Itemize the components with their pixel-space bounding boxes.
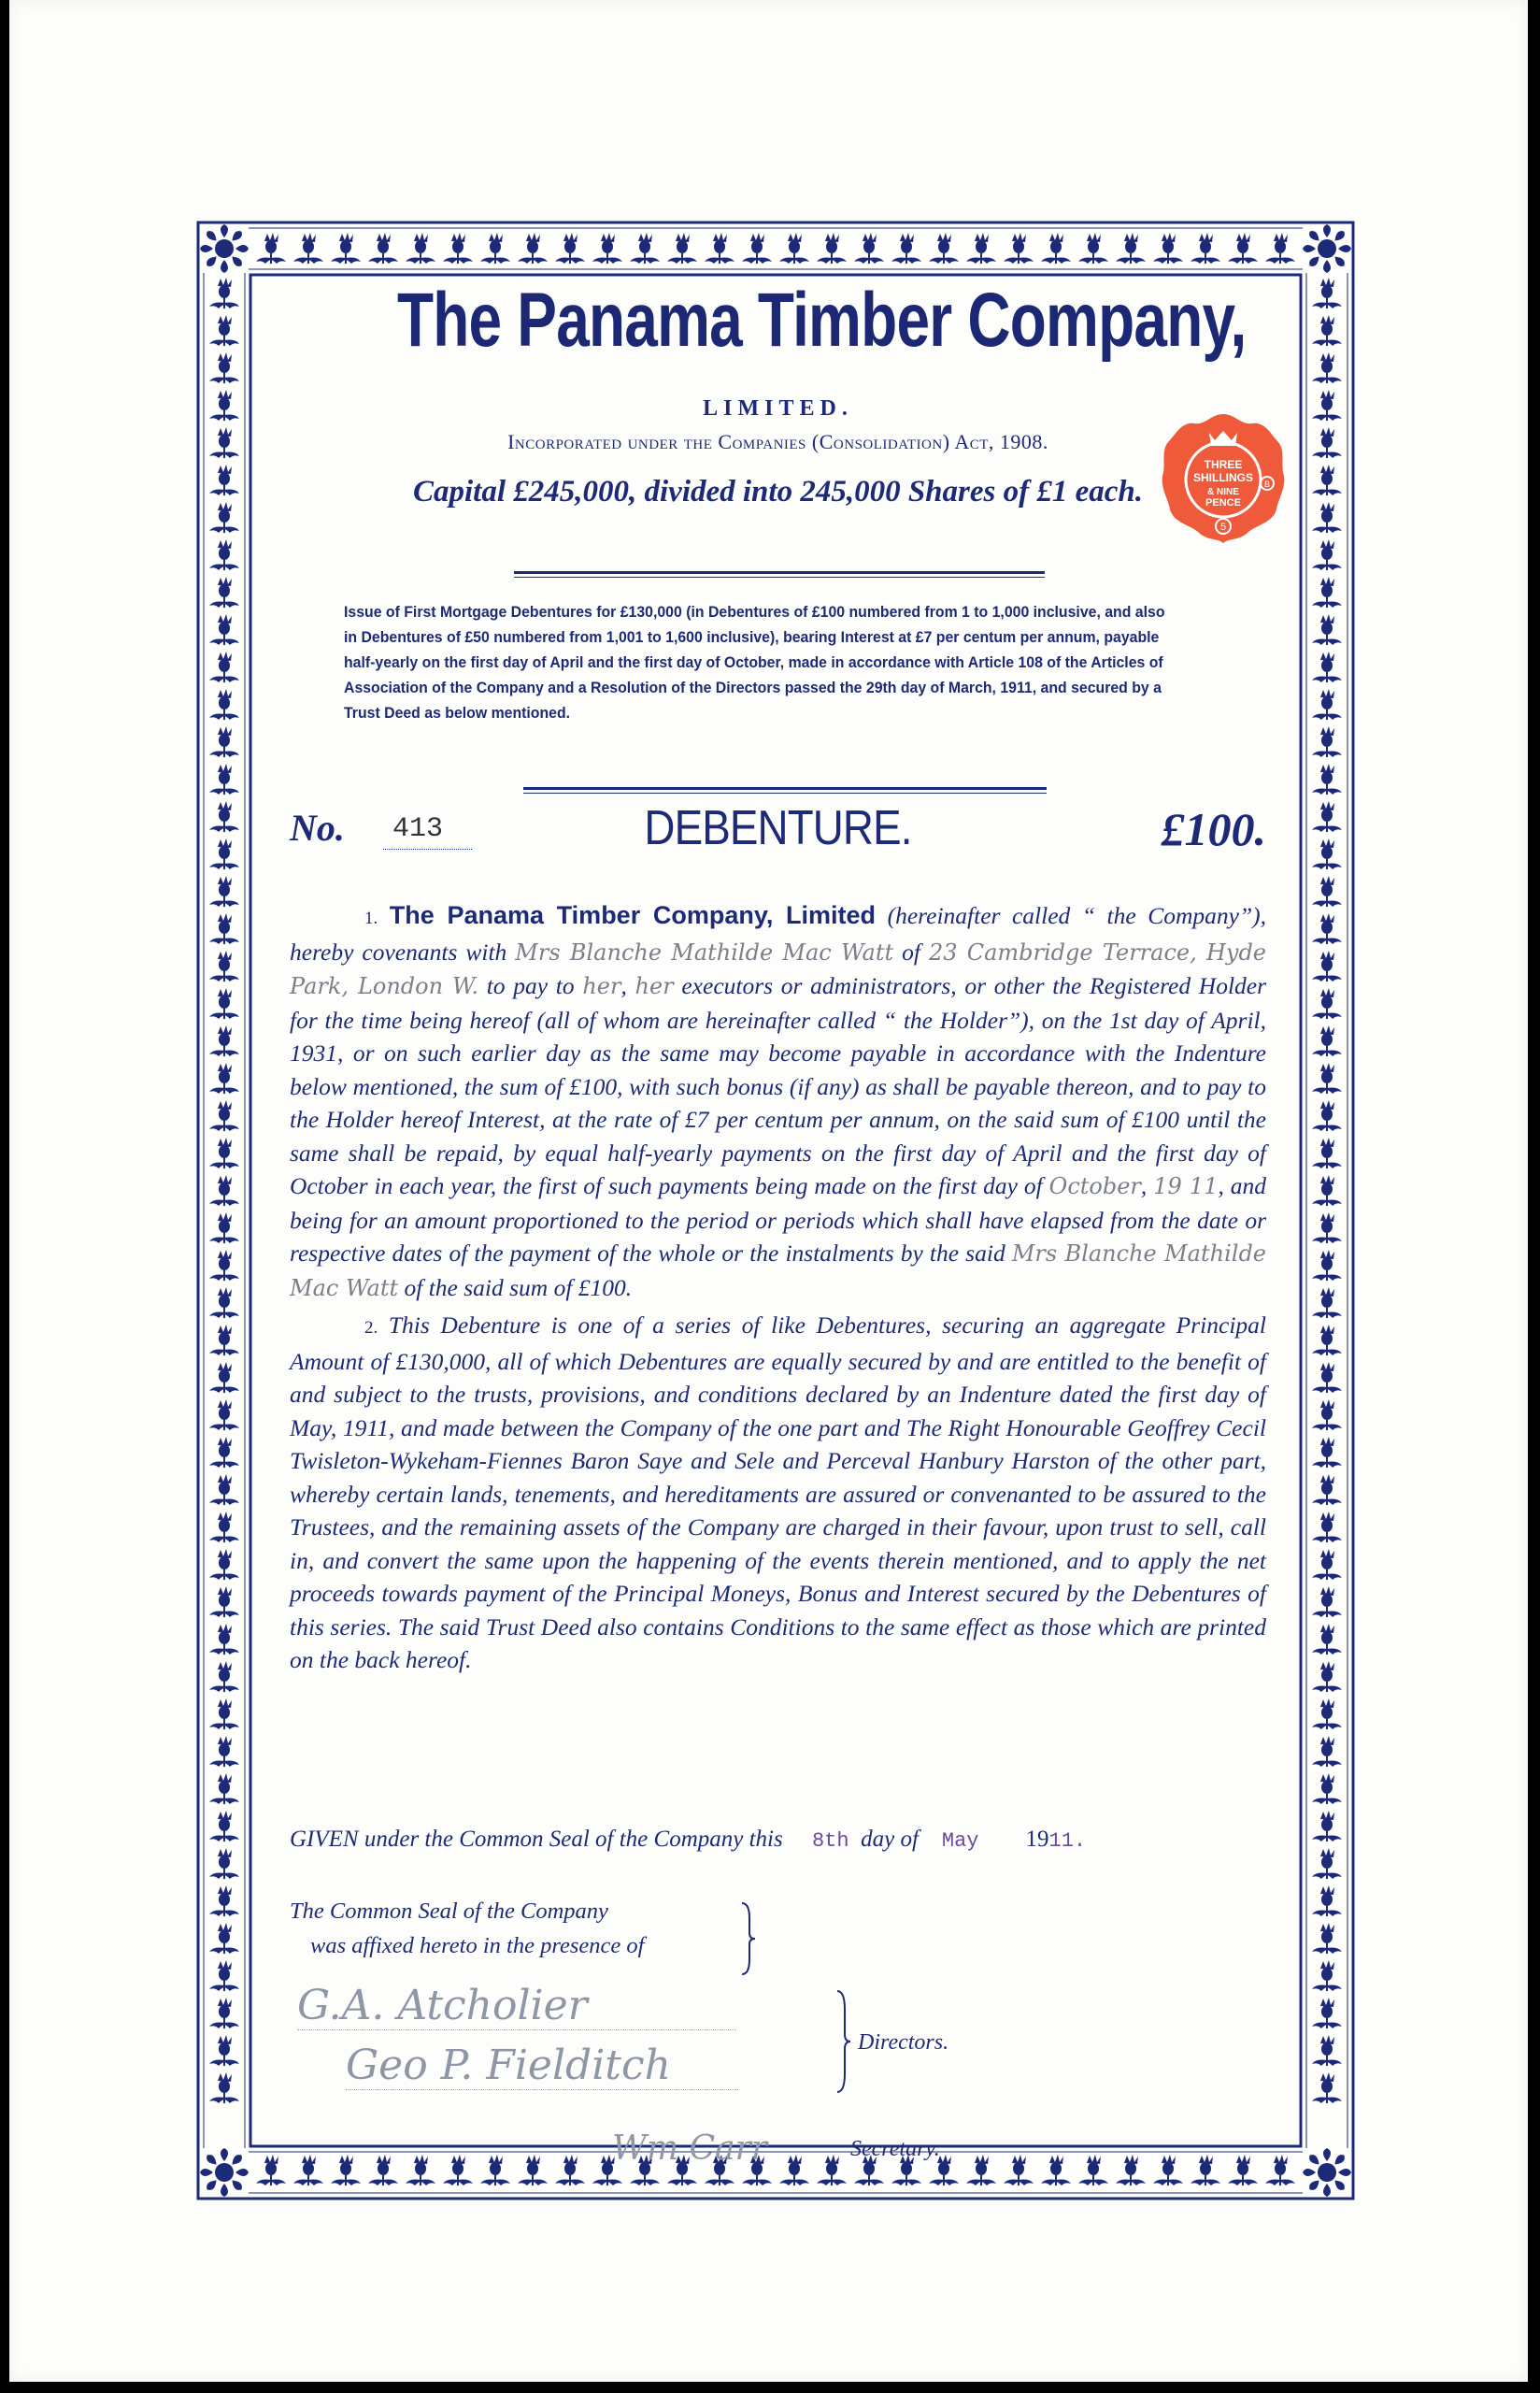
seal-statement bbox=[290, 1894, 757, 1963]
stamp-numeral: 5 bbox=[1219, 522, 1227, 533]
given-day: 8th bbox=[811, 1829, 849, 1853]
pronoun-2: her bbox=[635, 973, 674, 999]
debenture-header bbox=[290, 800, 1266, 866]
director-1-signature: G.A. Atcholier bbox=[297, 1982, 736, 2030]
clause-1-company: The Panama Timber Company, Limited bbox=[389, 901, 877, 929]
document-title: DEBENTURE. bbox=[644, 801, 912, 855]
clause-1-text-f: of the said sum of £100. bbox=[404, 1273, 633, 1301]
certificate-frame bbox=[196, 221, 1355, 2200]
holder-name-2: Mrs Blanche Mathilde Mac Watt bbox=[290, 1240, 1267, 1301]
given-year-prefix: 19 bbox=[1025, 1827, 1049, 1852]
clause-1-text-b: of bbox=[902, 938, 920, 966]
seal-line-2: was affixed hereto in the presence of bbox=[310, 1933, 645, 1958]
clause-1-text-e: and being for an amount proportioned to the period or periods which shall have elapsed from the date or respective dates of the payment of the whole or the instalments by the said bbox=[290, 1172, 1267, 1267]
clause-1-text-d: executors or administrators, or other the Registered Holder for the time being hereof (all of whom are hereinafter called “ the Holder”), on the 1st day of April, 1931, or on such earlier day as the same may become payable in accordance with the Indenture below mentioned, the sum of £100, with such bonus (if any) as shall be payable thereon, and to pay to the Holder hereof Interest, at the rate of £7 per centum per annum, on the said sum of £100 until the same shall be repaid, by equal half-yearly payments on the first day of April and the first day of October in each year, the first of such payments being made on the first day of bbox=[290, 972, 1267, 1199]
top-divider bbox=[514, 571, 1045, 574]
first-payment-year: 19 11 bbox=[1153, 1173, 1219, 1199]
stamp-text-line-1: THREE bbox=[1204, 458, 1243, 471]
debenture-amount: £100. bbox=[1161, 803, 1266, 855]
secretary-label: Secretary. bbox=[850, 2137, 940, 2161]
debenture-number: 413 bbox=[392, 813, 444, 845]
bottom-divider bbox=[523, 787, 1047, 790]
stamp-text-line-2: SHILLINGS bbox=[1192, 471, 1254, 484]
capital-line: Capital £245,000, divided into 245,000 Shares of £1 each. bbox=[412, 475, 1143, 509]
paper-sheet bbox=[9, 0, 1528, 2382]
holder-name: Mrs Blanche Mathilde Mac Watt bbox=[515, 939, 894, 966]
clause-2 bbox=[290, 1309, 1266, 1677]
secretary-signature: Wm Carr bbox=[612, 2129, 768, 2168]
given-month: May bbox=[941, 1829, 979, 1853]
directors-label: Directors. bbox=[858, 2030, 949, 2055]
holder-address: 23 Cambridge Terrace, Hyde Park, London W. bbox=[290, 939, 1267, 999]
given-text-a: GIVEN under the Common Seal of the Company this bbox=[290, 1827, 783, 1852]
number-label: No. bbox=[290, 807, 345, 849]
pronoun-1: her bbox=[582, 973, 621, 999]
seal-brace bbox=[738, 1901, 757, 1976]
given-line bbox=[290, 1827, 1266, 1853]
directors-brace bbox=[834, 1989, 852, 2094]
director-2-signature: Geo P. Fielditch bbox=[346, 2042, 738, 2090]
clause-2-number: 2. bbox=[364, 1318, 378, 1338]
first-payment-month: October bbox=[1048, 1173, 1141, 1199]
clause-1-text-c: to pay to bbox=[486, 972, 575, 999]
incorporation-line: Incorporated under the Companies (Consolidation) Act, 1908. bbox=[507, 430, 1048, 453]
stamp-text-line-3: & NINE bbox=[1207, 487, 1239, 497]
clause-2-text: This Debenture is one of a series of like Debentures, securing an aggregate Principal Amount of £130,000, all of which Debentures are equally secured by and are entitled to the benefit of and subject to the trusts, provisions, and conditions declared by an Indenture dated the first day of May, 1911, and made between the Company of the one part and The Right Honourable Geoffrey Cecil Twisleton-Wykeham-Fiennes Baron Saye and Sele and Perceval Hanbury Harston of the other part, whereby certain lands, tenements, and hereditaments are assured or convenanted to be assured to the Trustees, and the remaining assets of the Company are charged in their favour, upon trust to sell, call in, and convert the same upon the happening of the events therein mentioned, and to apply the net proceeds towards payment of the Principal Moneys, Bonus and Interest secured by the Debentures of this series. The said Trust Deed also contains Conditions to the same effect as those which are printed on the back hereof. bbox=[290, 1311, 1267, 1673]
issue-text: Issue of First Mortgage Debentures for £130,000 (in Debentures of £100 numbered from 1 to 1,000 inclusive, and also in Debentures of £50 numbered from 1,001 to 1,600 inclusive), bearing Interest at £7 per centum per annum, payable half-yearly on the first day of April and the first day of October, made in accordance with Article 108 of the Articles of Association of the Company and a Resolution of the Directors passed the 29th day of March, 1911, and secured by a Trust Deed as below mentioned. bbox=[344, 604, 1165, 722]
stamp-text-line-4: PENCE bbox=[1205, 497, 1241, 509]
stamp-letter: B bbox=[1263, 480, 1271, 489]
clause-1: 1. The Panama Timber Company, Limited (hereinafter called “ the Company”), hereby covenants with Mrs Blanche Mathilde Mac Watt of 23 Cambridge Terrace, Hyde Park, London W. to pay to her, her executors or administrators, or other the Registered Holder for the time being hereof (all of whom are hereinafter called “ the Holder”), on the 1st day of April, 1931, or on such earlier day as the same may become payable in accordance with the Indenture below mentioned, the sum of £100, with such bonus (if any) as shall be payable thereon, and to pay to the Holder hereof Interest, at the rate of £7 per centum per annum, on the said sum of £100 until the same shall be repaid, by equal half-yearly payments on the first day of April and the first day of October in each year, the first of such payments being made on the first day of October, 19 11, and being for an amount proportioned to the period or periods which shall have elapsed from the date or respective dates of the payment of the whole or the instalments by the said Mrs Blanche Mathilde Mac Watt of the said sum of £100. bbox=[290, 901, 1267, 1301]
clause-1-number: 1. bbox=[364, 909, 378, 928]
clause-1-text-a: (hereinafter called “ the Company”), hereby covenants with bbox=[290, 902, 1267, 966]
company-title: The Panama Timber Company, bbox=[396, 278, 1247, 363]
given-year-suffix: 11. bbox=[1048, 1829, 1087, 1853]
issue-paragraph bbox=[344, 600, 1178, 726]
limited-label: LIMITED. bbox=[703, 396, 853, 421]
seal-line-1: The Common Seal of the Company bbox=[290, 1899, 608, 1924]
clause-body bbox=[290, 899, 1266, 1677]
given-text-b: day of bbox=[861, 1827, 919, 1852]
